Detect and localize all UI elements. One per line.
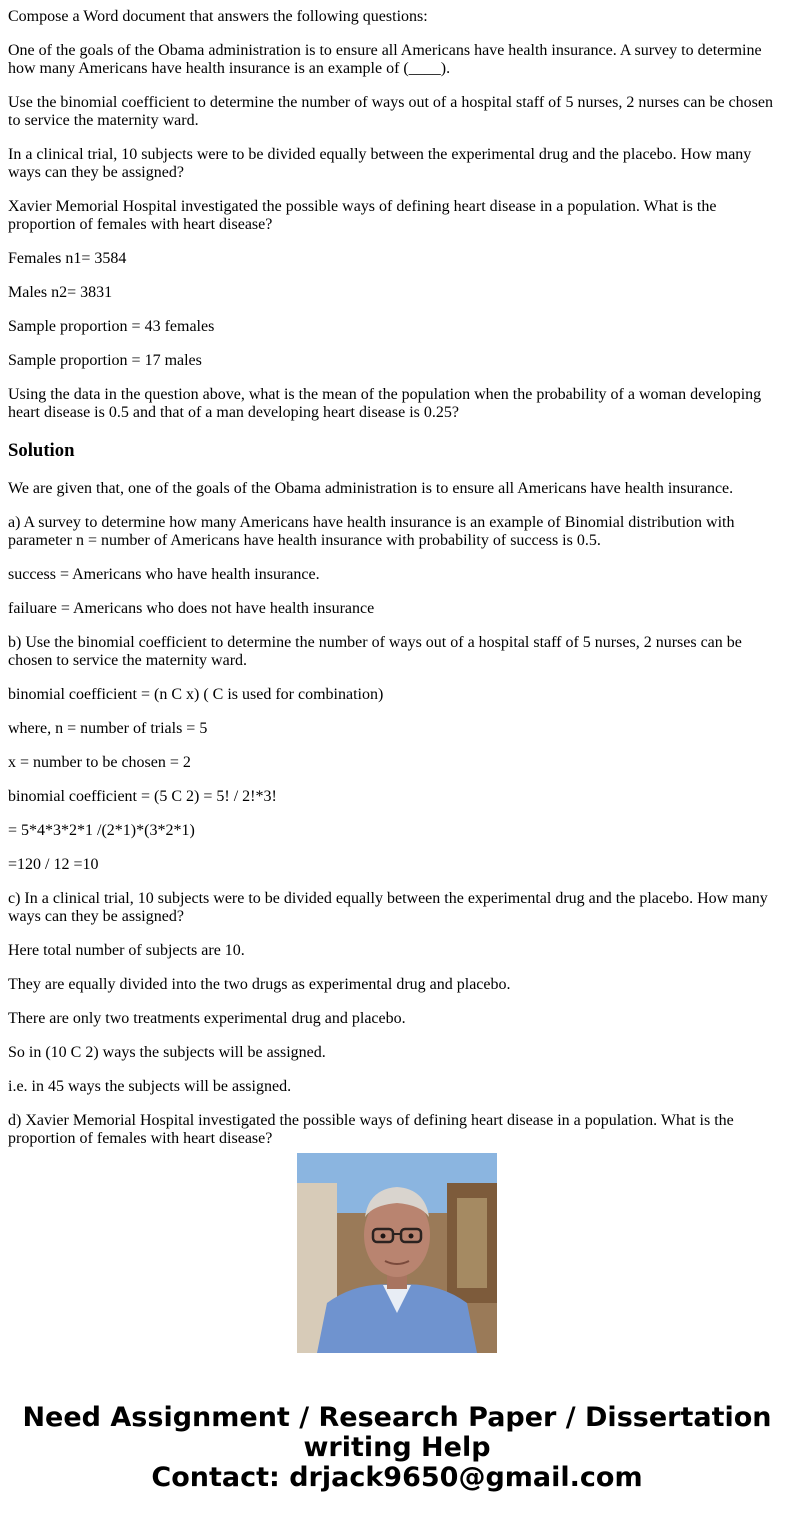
question-3: In a clinical trial, 10 subjects were to be divided equally between the experimental drug and the placebo. How many ways can they be assigned?	[8, 146, 752, 181]
question-1: One of the goals of the Obama administration is to ensure all Americans have health insurance. A survey to determine how many Americans have health insurance is an example of (____).	[8, 42, 762, 77]
solution-line: binomial coefficient = (n C x) ( C is used for combination)	[8, 686, 384, 703]
promo-banner	[0, 1403, 794, 1493]
solution-line: b) Use the binomial coefficient to determine the number of ways out of a hospital staff of 5 nurses, 2 nurses can be chosen to service the maternity ward.	[8, 634, 742, 669]
solution-line: a) A survey to determine how many Americans have health insurance is an example of Binomial distribution with parameter n = number of Americans have health insurance with probability of success is 0.5.	[8, 514, 735, 549]
solution-line: They are equally divided into the two drugs as experimental drug and placebo.	[8, 976, 511, 993]
solution-line: d) Xavier Memorial Hospital investigated the possible ways of defining heart disease in a population. What is the proportion of females with heart disease?	[8, 1112, 734, 1147]
question-5: Using the data in the question above, what is the mean of the population when the probability of a woman developing heart disease is 0.5 and that of a man developing heart disease is 0.25?	[8, 386, 762, 421]
males-value: Males n2= 3831	[8, 284, 113, 301]
banner-line: writing Help	[303, 1432, 491, 1463]
solution-line: c) In a clinical trial, 10 subjects were to be divided equally between the experimental drug and the placebo. How many ways can they be assigned?	[8, 890, 768, 925]
avatar	[297, 1153, 497, 1353]
solution-line: = 5*4*3*2*1 /(2*1)*(3*2*1)	[8, 822, 195, 839]
solution-line: So in (10 C 2) ways the subjects will be assigned.	[8, 1044, 326, 1061]
sample-proportion-females: Sample proportion = 43 females	[8, 318, 215, 335]
solution-line: Here total number of subjects are 10.	[8, 942, 245, 959]
solution-line: binomial coefficient = (5 C 2) = 5! / 2!*3!	[8, 788, 277, 805]
banner-line: Need Assignment / Research Paper / Dissertation	[22, 1402, 772, 1433]
question-2: Use the binomial coefficient to determine the number of ways out of a hospital staff of 5 nurses, 2 nurses can be chosen to service the maternity ward.	[8, 94, 773, 129]
solution-heading: Solution	[8, 440, 75, 461]
solution-line: =120 / 12 =10	[8, 856, 99, 873]
solution-line: success = Americans who have health insurance.	[8, 566, 320, 583]
solution-line: where, n = number of trials = 5	[8, 720, 208, 737]
females-value: Females n1= 3584	[8, 250, 127, 267]
sample-proportion-males: Sample proportion = 17 males	[8, 352, 202, 369]
solution-line: We are given that, one of the goals of the Obama administration is to ensure all Americans have health insurance.	[8, 480, 734, 497]
solution-line: i.e. in 45 ways the subjects will be assigned.	[8, 1078, 292, 1095]
question-4: Xavier Memorial Hospital investigated the possible ways of defining heart disease in a population. What is the proportion of females with heart disease?	[8, 198, 717, 233]
solution-line: x = number to be chosen = 2	[8, 754, 191, 771]
solution-line: failuare = Americans who does not have health insurance	[8, 600, 375, 617]
solution-line: There are only two treatments experimental drug and placebo.	[8, 1010, 406, 1027]
intro-text: Compose a Word document that answers the following questions:	[8, 8, 428, 25]
document-body	[8, 0, 786, 1147]
contact-email: Contact: drjack9650@gmail.com	[151, 1462, 643, 1493]
person-photo-icon	[297, 1153, 497, 1353]
